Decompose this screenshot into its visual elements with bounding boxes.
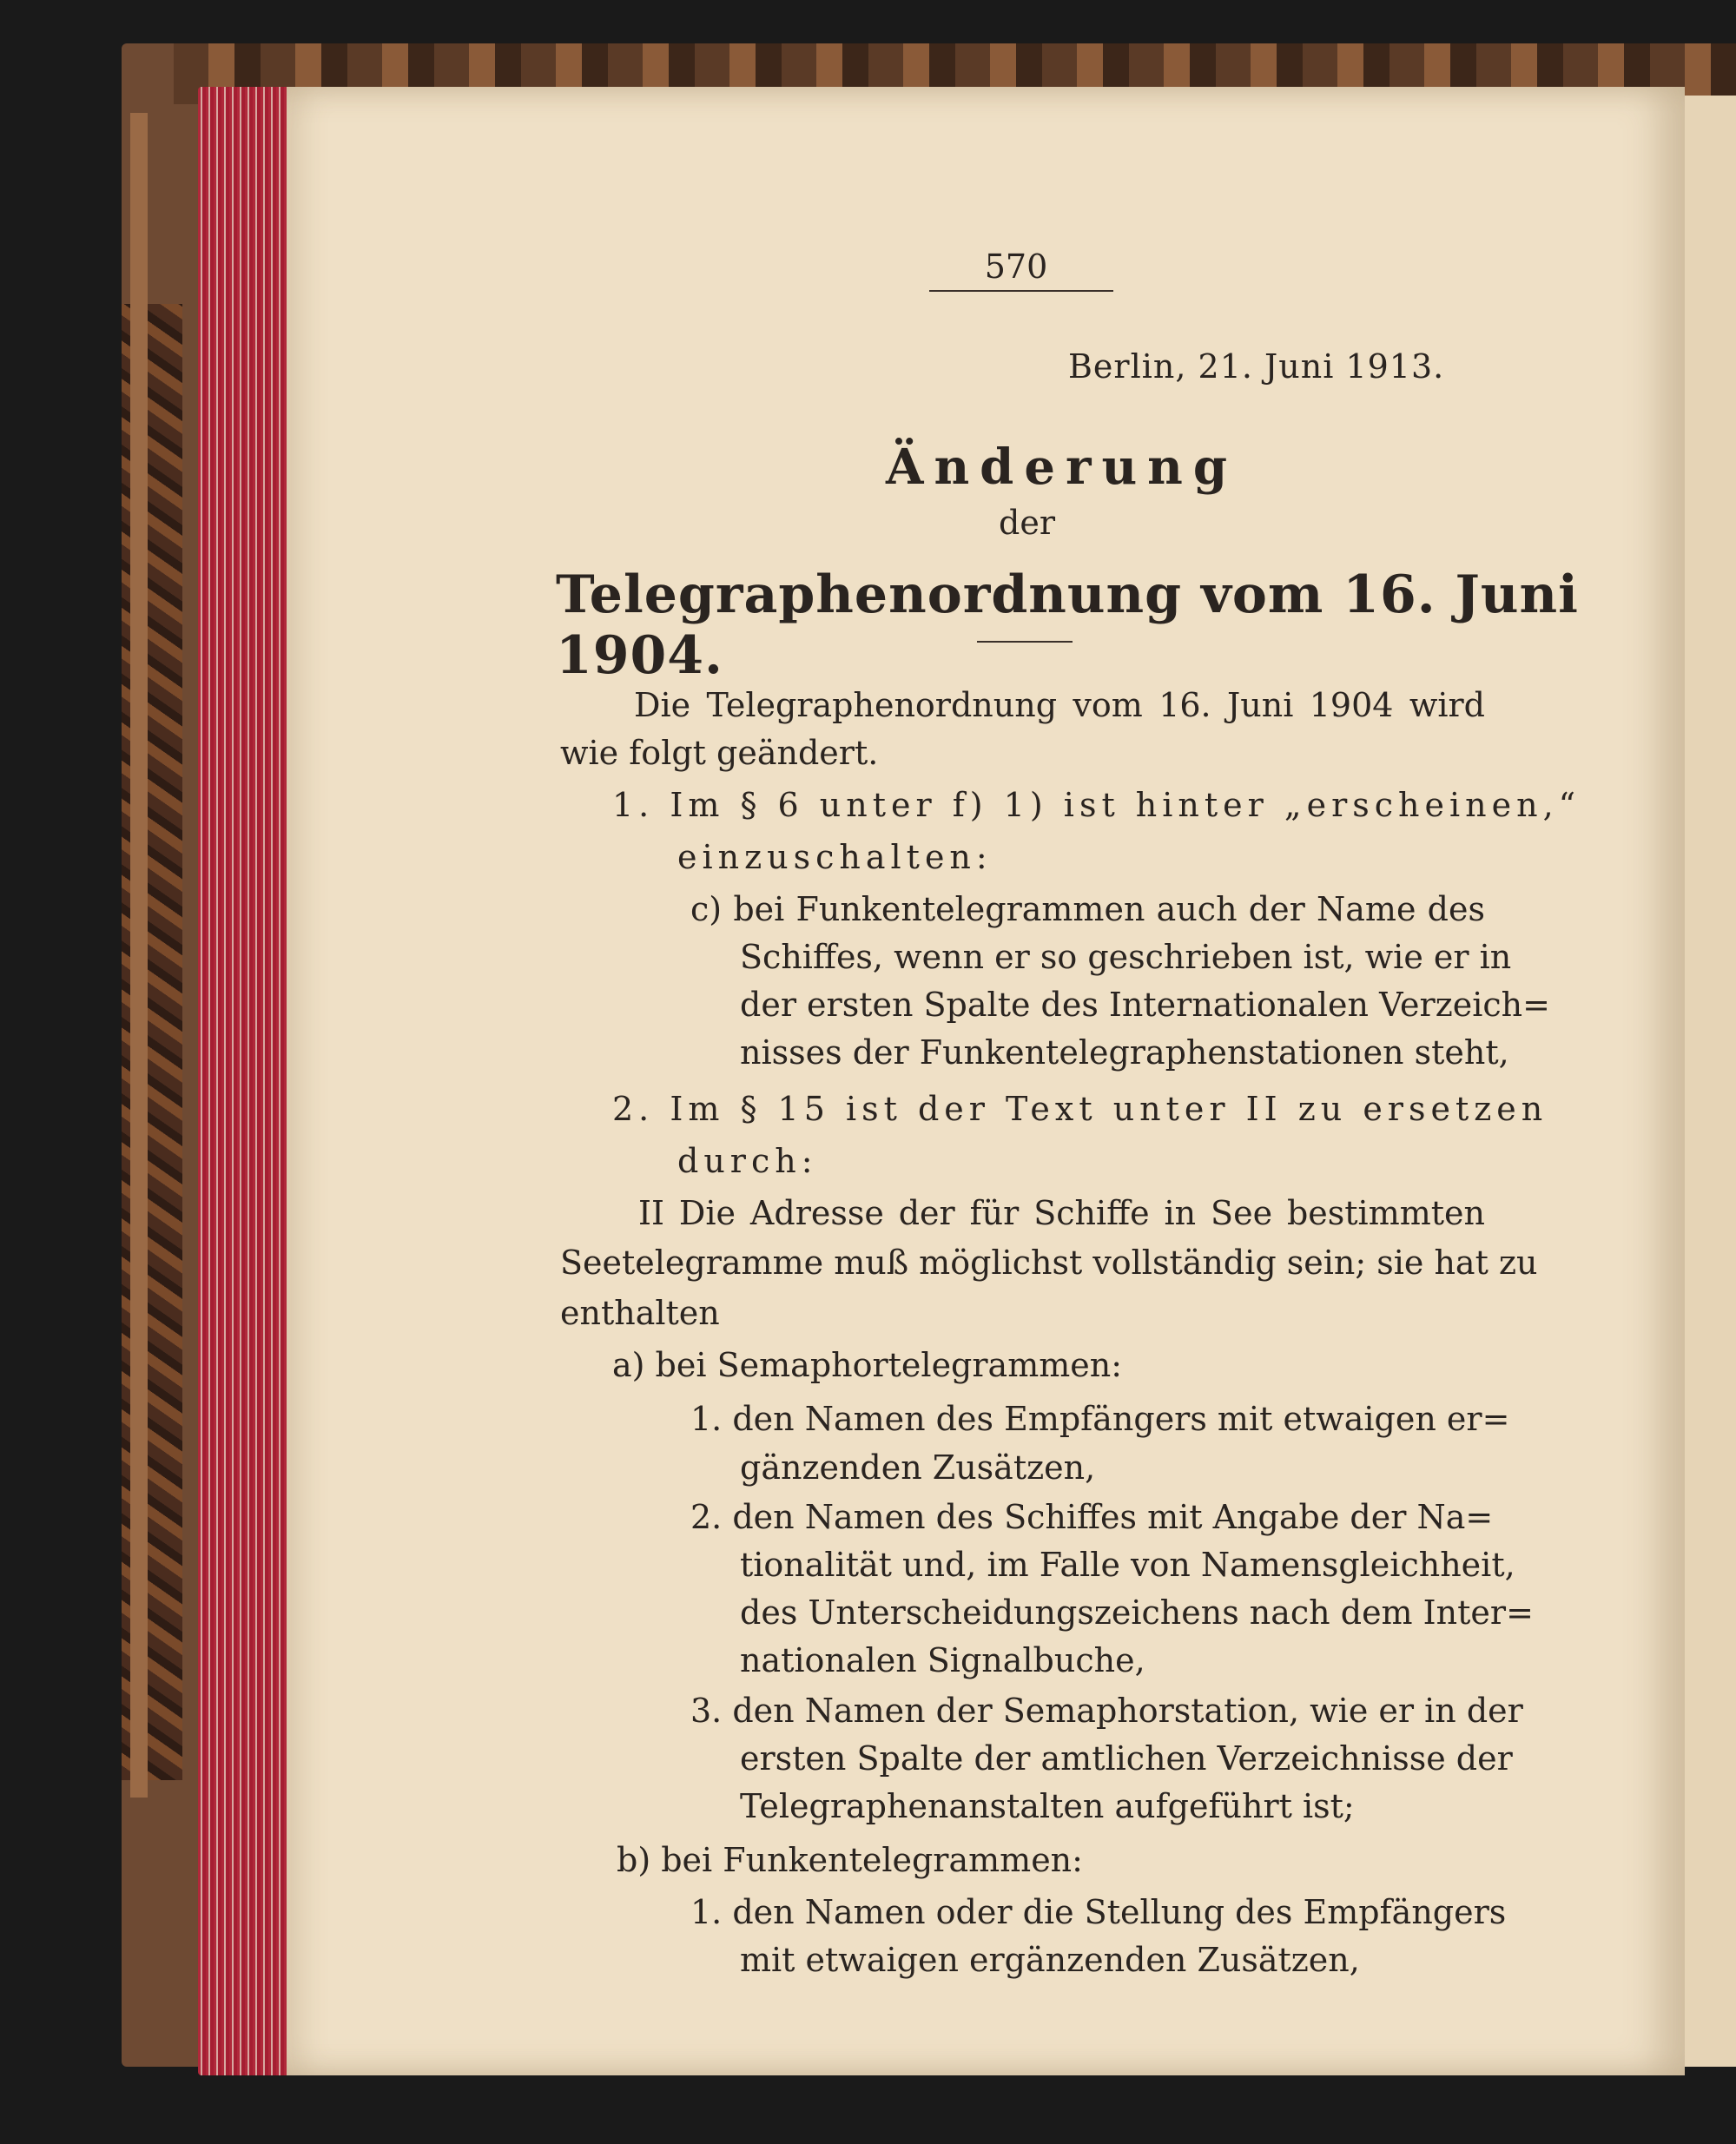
text-line: 2. den Namen des Schiffes mit Angabe der Na=: [690, 1498, 1494, 1536]
facing-page-edge: [1685, 96, 1736, 2067]
page-number: 570: [984, 247, 1048, 286]
text-line: der ersten Spalte des Internationalen Verzeich=: [740, 986, 1550, 1024]
text-line: 2. Im § 15 ist der Text unter II zu ersetzen: [612, 1090, 1548, 1128]
text-line: mit etwaigen ergänzenden Zusätzen,: [740, 1941, 1360, 1979]
text-line: einzuschalten:: [677, 838, 993, 876]
text-line: Schiffes, wenn er so geschrieben ist, wie er in: [740, 938, 1512, 976]
date-line: Berlin, 21. Juni 1913.: [1068, 347, 1445, 386]
text-line: nisses der Funkentelegraphenstationen steht,: [740, 1033, 1509, 1072]
heading-title: Änderung: [886, 439, 1238, 496]
text-line: Seetelegramme muß möglichst vollständig sein; sie hat zu: [560, 1244, 1538, 1282]
heading-subject: Telegraphenordnung vom 16. Juni 1904.: [556, 564, 1579, 686]
text-line: Telegraphenanstalten aufgeführt ist;: [740, 1787, 1355, 1825]
text-line: 1. Im § 6 unter f) 1) ist hinter „erscheinen,“: [612, 786, 1581, 824]
text-line: ersten Spalte der amtlichen Verzeichnisse der: [740, 1739, 1513, 1778]
text-line: a) bei Semaphortelegrammen:: [612, 1346, 1123, 1384]
text-line: wie folgt geändert.: [560, 734, 879, 772]
text-line: Die Telegraphenordnung vom 16. Juni 1904 wird: [634, 686, 1485, 724]
heading-rule: [977, 641, 1073, 643]
text-line: nationalen Signalbuche,: [740, 1641, 1145, 1679]
text-line: c) bei Funkentelegrammen auch der Name des: [690, 890, 1485, 928]
text-line: II Die Adresse der für Schiffe in See bestimmten: [638, 1194, 1485, 1232]
text-line: 1. den Namen des Empfängers mit etwaigen er=: [690, 1400, 1510, 1438]
text-line: gänzenden Zusätzen,: [740, 1448, 1096, 1487]
text-line: 1. den Namen oder die Stellung des Empfängers: [690, 1893, 1507, 1931]
text-line: 3. den Namen der Semaphorstation, wie er in der: [690, 1692, 1523, 1730]
text-line: tionalität und, im Falle von Namensgleichheit,: [740, 1546, 1515, 1584]
text-line: des Unterscheidungszeichens nach dem Inter=: [740, 1593, 1534, 1632]
page-number-rule: [929, 290, 1113, 292]
text-line: b) bei Funkentelegrammen:: [617, 1841, 1083, 1879]
spine-edge: [130, 113, 148, 1798]
heading-connector: der: [999, 504, 1055, 542]
red-page-edges: [198, 87, 294, 2075]
text-line: enthalten: [560, 1294, 720, 1332]
text-line: durch:: [677, 1142, 818, 1180]
